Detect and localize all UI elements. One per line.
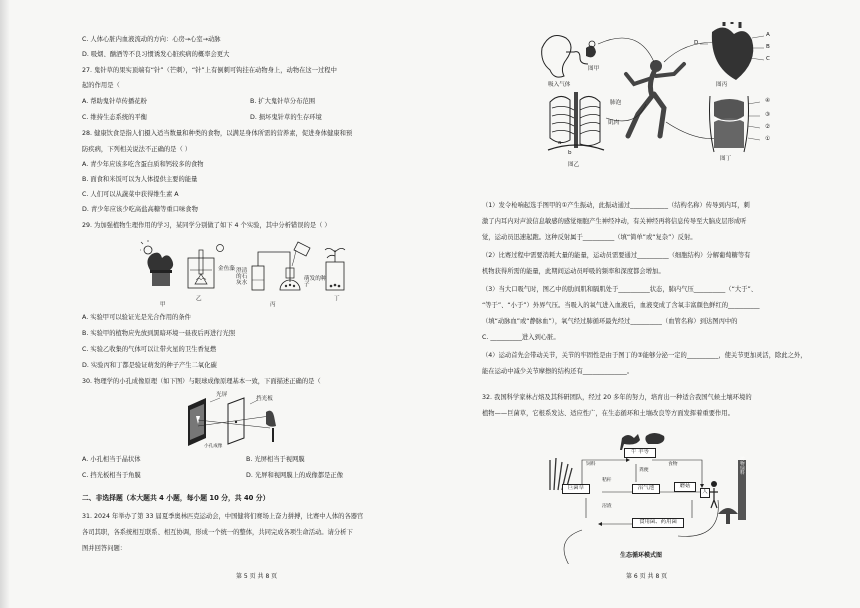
q31-sub3-line4: C. __________进入到心脏。: [482, 334, 560, 341]
q27-option-d: D. 损坏鬼针草的生存环境: [250, 114, 322, 121]
q29-option-d: D. 实验丙和丁都是验证萌发的种子产生二氧化碳: [82, 362, 217, 369]
q29-stem: 29. 为加强植物生理作用的学习，某同学分别做了如下 4 个实验，其中分析错误的是（ ）: [82, 222, 331, 229]
q31-sub2-line2: 机物获得所需的能量，此期间运动员呼吸的频率和深度都会增加。: [482, 268, 665, 275]
fig31-label-muscle: 肌肉: [608, 120, 620, 126]
q31-stem-3: 图并回答问题：: [82, 545, 127, 552]
eco-edge-feed: 饲料: [586, 462, 596, 467]
fig29-label-hornwort: 金鱼藻: [218, 266, 235, 272]
fig29-label-seeds: 萌发的种子: [304, 276, 327, 289]
fig31-label-a: A: [766, 32, 770, 38]
eco-edge-manure: 粪便: [639, 468, 649, 473]
section-2-heading: 二、非选择题（本大题共 4 小题，每小题 10 分，共 40 分）: [82, 494, 270, 502]
q30-option-b: B. 光屏相当于视网膜: [246, 456, 305, 463]
eco-edge-straw: 秸秆: [602, 478, 612, 483]
page-5: [0, 0, 424, 608]
fig31-label-2: ②: [765, 124, 771, 130]
q30-pinhole-figure: [180, 392, 290, 450]
fig31-label-a-lower: a: [558, 140, 562, 146]
eco-node-biogas: 沼气池: [632, 484, 660, 494]
q28-option-a: A. 青少年应该多吃含蛋白质和钙较多的食物: [82, 161, 204, 168]
q31-sub1-line2: 激了内耳内对声波信息敏感的感觉细胞产生神经冲动，有关神经再将信息传导至大脑皮层形成听: [482, 218, 747, 225]
fig29-label-ding: 丁: [334, 296, 340, 302]
q31-sub3-line2: “等于”、“小于”）外界气压。当吸入的氧气进入血液后，血液变成了含氧丰富颜色鲜红的__________: [482, 302, 760, 309]
eco-node-mushroom: 蘑菇: [674, 482, 696, 492]
eco-node-cattle-sheep: 牛 羊等: [624, 448, 656, 458]
q29-experiment-figure: [140, 240, 360, 310]
q27-option-a: A. 帮助鬼针草传播花粉: [82, 98, 147, 105]
fig31-label-fig-ding: 图丁: [720, 156, 732, 162]
q31-body-figure: [528, 22, 778, 172]
q32-stem-1: 32. 我国科学家林占熔及其科研团队，经过 20 多年的努力，培育出一种适合我国气候土壤环境的: [482, 394, 752, 401]
fig31-label-b-lower: b: [568, 150, 572, 156]
fig30-label-caption: 小孔成像: [204, 444, 223, 449]
q29-option-a: A. 实验甲可以验证光是光合作用的条件: [82, 314, 191, 321]
eco-node-human: 人: [700, 488, 710, 498]
q28-option-b: B. 面食和米饭可以为人体提供主要的能量: [82, 176, 198, 183]
q28-option-c: C. 人们可以从蔬菜中获得维生素 A: [82, 191, 179, 198]
q26-option-c: C. 人体心脏内血液流动的方向：心房→心室→动脉: [82, 36, 221, 43]
fig31-label-b: B: [766, 44, 770, 50]
eco-node-edible-fungi: 食用菌、药用菌: [632, 518, 684, 528]
fig31-label-fig-yi: 图乙: [568, 162, 580, 168]
fig31-label-3: ③: [765, 112, 771, 118]
fig31-label-4: ④: [765, 98, 771, 104]
eco-edge-residue: 沼渣: [602, 504, 612, 509]
q31-sub2-line1: （2）比赛过程中需要消耗大量的能量，运动员需要通过__________（细胞结构）分解葡萄糖等有: [482, 252, 751, 259]
q31-sub1-line1: （1）发令枪响起选手图甲的①产生振动，此振动通过____________（结构名称）传导到内耳，刺: [482, 202, 750, 209]
fig29-label-bing: 丙: [270, 302, 276, 308]
eco-node-juncao: 巨菌草: [562, 484, 590, 494]
q31-sub3-line3: （填“动脉血”或“静脉血”），氧气经过肺循环最先经过__________（血管名称）到达图丙中的: [482, 318, 738, 325]
page-6-footer: 第 6 页 共 8 页: [626, 573, 668, 580]
q31-sub4-line2: 能在运动中减少关节摩擦的结构还有______________。: [482, 368, 634, 375]
q27-stem-2: 起的作用是（: [82, 82, 120, 89]
page-5-footer: 第 5 页 共 8 页: [236, 573, 278, 580]
q32-stem-2: 植物——巨菌草，它根系发达、适应性广，在生态循环和土壤改良等方面发挥着重要作用。: [482, 410, 734, 417]
q28-option-d: D. 青少年应该少吃高盐高糖等重口味食物: [82, 206, 198, 213]
q31-sub3-line1: （3）当大口吸气时，图乙中的肋间肌和膈肌处于__________状态，肺内气压__________（“大于”、: [482, 286, 757, 293]
fig31-label-fig-bing: 图丙: [716, 82, 728, 88]
q27-option-c: C. 维持生态系统的平衡: [82, 114, 148, 121]
fig31-label-1: ①: [765, 136, 771, 142]
q30-option-c: C. 挡光板相当于角膜: [82, 472, 141, 479]
q30-stem: 30. 物理学的小孔成像原理（如下图）与眼球成像原理基本一致，下面描述正确的是（: [82, 378, 321, 385]
q32-eco-cycle-diagram: [542, 430, 752, 564]
q27-stem-1: 27. 鬼针草的果实顶端有“针”（芒刺），“针”上有倒刺可钩挂在动物身上，动物在这一过程中: [82, 67, 337, 74]
fig31-label-inhaled-air: 吸入气体: [548, 82, 571, 88]
q30-option-a: A. 小孔相当于晶状体: [82, 456, 141, 463]
fig30-label-screen: 光屏: [216, 392, 228, 398]
fig29-label-jia: 甲: [160, 302, 166, 308]
q31-sub1-line3: 觉，运动员迅速起跑。这种反射属于__________（填“简单”或“复杂”）反射。: [482, 234, 697, 241]
eco-edge-food: 食物: [668, 462, 678, 467]
q31-sub4-line1: （4）运动首先会带动关节，关节的牢固性是由于图丁的③能够分泌一定的__________，使关节更加灵活，除此之外，: [482, 352, 807, 359]
q26-option-d: D. 吸烟、酗酒等不良习惯诱发心脏疾病的概率会更大: [82, 51, 230, 58]
q29-option-b: B. 实验甲的植物应先放到黑暗环境一昼夜后再进行光照: [82, 330, 236, 337]
fig29-label-yi: 乙: [196, 296, 202, 302]
fig31-label-d: D: [694, 40, 699, 46]
fig31-label-fig-jia: 图甲: [588, 66, 600, 72]
q27-option-b: B. 扩大鬼针草分布范围: [250, 98, 315, 105]
q30-option-d: D. 光屏和视网膜上的成像都是正像: [246, 472, 344, 479]
fig31-label-c: C: [766, 56, 770, 62]
fig29-label-limewater: 澄清的石灰水: [236, 268, 248, 287]
eco-side-animal-feed: 动物饲料: [740, 457, 745, 477]
q28-stem-1: 28. 健康饮食是指人们摄入适当数量和种类的食物，以满足身体所需的营养素，促进身体健康和预: [82, 130, 353, 137]
eco-diagram-caption: 生态循环模式图: [620, 552, 663, 559]
q28-stem-2: 防疾病，下列相关说法不正确的是（ ）: [82, 146, 192, 153]
page-6: [436, 0, 860, 608]
fig31-label-alveoli: 肺泡: [610, 100, 622, 106]
q31-stem-2: 各司其职，各系统相互联系、相互协调，形成一个统一的整体，共同完成各项生命活动。请分析下: [82, 529, 353, 536]
q29-option-c: C. 实验乙收集的气体可以让带火星的卫生香复燃: [82, 346, 217, 353]
fig30-label-shield: 挡光板: [256, 396, 273, 402]
q31-stem-1: 31. 2024 年举办了第 33 届夏季奥林匹克运动会，中国健将们赛场上奋力拼搏，比赛中人体的各器官: [82, 513, 364, 520]
